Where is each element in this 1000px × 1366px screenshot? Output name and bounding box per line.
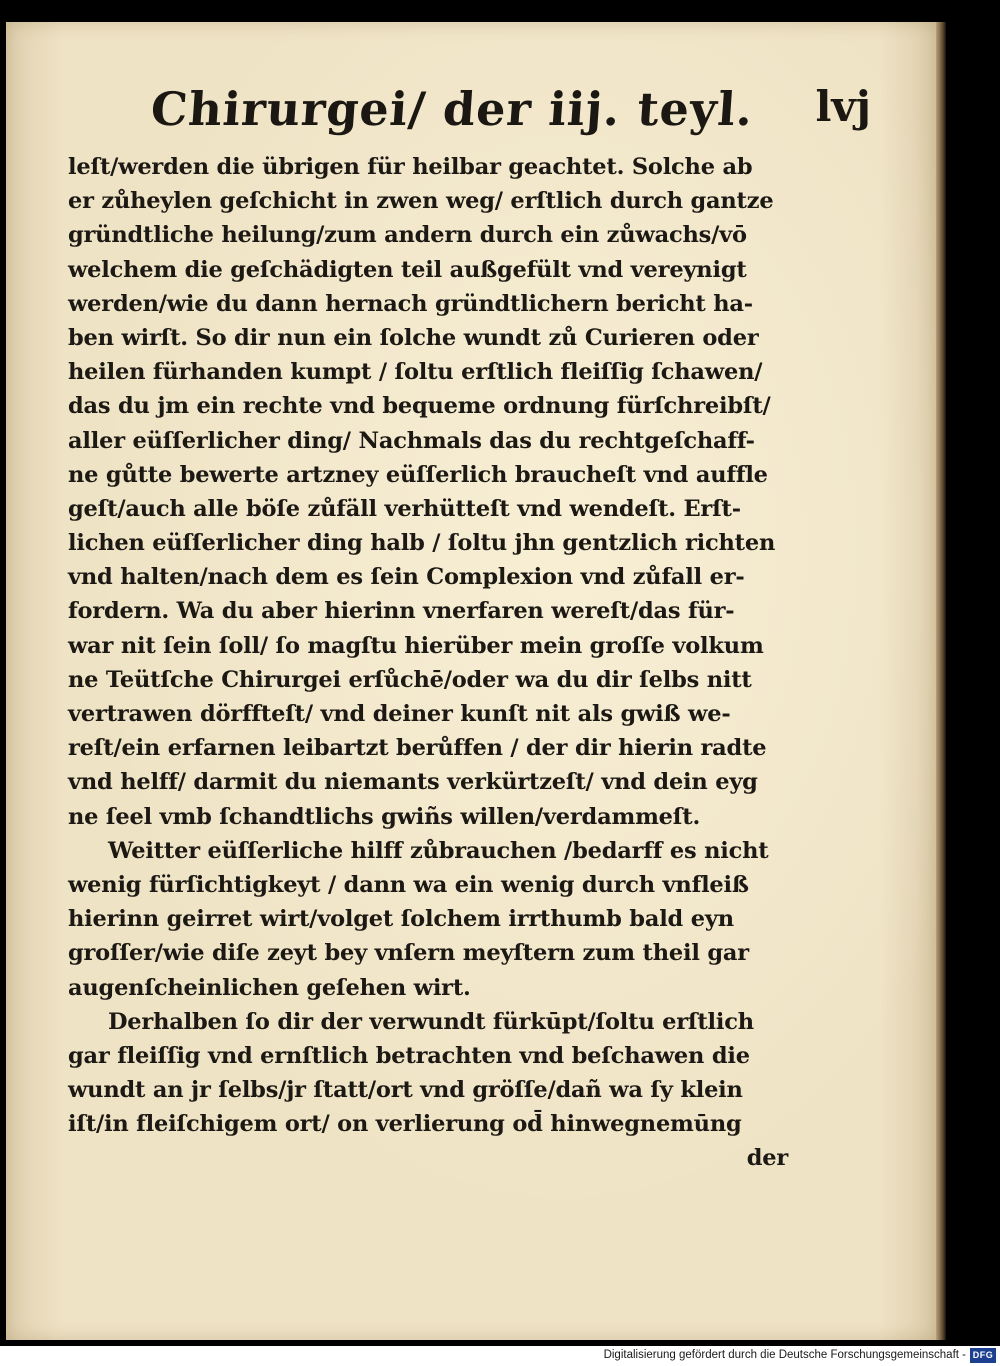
running-title: Chirurgei/ der iij. teyl. (149, 82, 756, 136)
text-line: welchem die geſchädigten teil außgefült vnd vereynigt (68, 256, 747, 283)
text-line: fordern. Wa du aber hierinn vnerfaren wereſt/das für- (68, 598, 735, 625)
dfg-logo-icon: DFG (970, 1348, 996, 1363)
text-line: iſt/in fleiſchigem ort/ on verlierung od̄ hinwegnemūng (68, 1111, 742, 1138)
paragraph-first-line: Weitter eüſſerliche hilff zůbrauchen /bedarff es nicht (108, 837, 769, 864)
text-line: heilen fürhanden kumpt / ſoltu erſtlich fleiſſig ſchawen/ (68, 359, 763, 386)
paragraph-first-line: Derhalben ſo dir der verwundt fürkūpt/ſoltu erſtlich (108, 1008, 754, 1035)
text-line: geſt/auch alle böſe zůfäll verhütteſt vnd wendeſt. Erſt- (68, 495, 741, 522)
text-line: werden/wie du dann hernach gründtlichern bericht ha- (68, 290, 753, 317)
folio-number: lvj (815, 82, 871, 131)
text-line: ne gůtte bewerte artzney eüſſerlich braucheſt vnd auffle (68, 461, 768, 488)
text-line: gründtliche heilung/zum andern durch ein zůwachs/vō (68, 222, 747, 249)
body-text (68, 150, 808, 1176)
running-head (151, 82, 871, 152)
text-line: vnd halten/nach dem es ſein Complexion vnd zůfall er- (68, 564, 745, 591)
text-line: vertrawen dörffteſt/ vnd deiner kunſt nit als gwiß we- (68, 701, 731, 727)
text-line: war nit ſein ſoll/ ſo magſtu hierüber mein groſſe volkum (68, 632, 764, 659)
funding-credit: Digitalisierung gefördert durch die Deutsche Forschungsgemeinschaft - (603, 1349, 966, 1361)
text-line: ben wirſt. So dir nun ein ſolche wundt zů Curieren oder (68, 324, 759, 351)
text-line: aller eüſſerlicher ding/ Nachmals das du rechtgeſchaff- (68, 427, 755, 454)
footer-bar (0, 1346, 1000, 1366)
text-line: wundt an jr ſelbs/jr ſtatt/ort vnd gröſſe/dañ wa ſy klein (68, 1077, 743, 1104)
text-line: ne ſeel vmb ſchandtlichs gwiñs willen/verdammeſt. (68, 803, 701, 830)
text-line: groſſer/wie diſe zeyt bey vnſern meyſtern zum theil gar (68, 940, 749, 967)
text-line: ne Teütſche Chirurgei erſůchē/oder wa du dir ſelbs nitt (68, 666, 752, 693)
text-line: leſt/werden die übrigen für heilbar geachtet. Solche ab (68, 154, 753, 180)
text-line: vnd helff/ darmit du niemants verkürtzeſt/ vnd dein eyg (68, 769, 758, 796)
text-line: lichen eüſſerlicher ding halb / ſoltu jhn gentzlich richten (68, 530, 776, 557)
text-line: das du jm ein rechte vnd bequeme ordnung fürſchreibſt/ (68, 393, 771, 420)
text-line: reſt/ein erfarnen leibartzt berůffen / der dir hierin radte (68, 735, 767, 762)
text-line: er zůheylen geſchicht in zwen weg/ erſtlich durch gantze (68, 188, 774, 215)
book-page (6, 22, 936, 1340)
text-line: hierinn geirret wirt/volget ſolchem irrthumb bald eyn (68, 906, 734, 933)
text-line: augenſcheinlichen geſehen wirt. (68, 974, 471, 1001)
catchword: der (746, 1145, 788, 1172)
page-edge (936, 22, 946, 1340)
text-line: wenig fürſichtigkeyt / dann wa ein wenig durch vnfleiß (68, 871, 749, 898)
text-line: gar fleiſſig vnd ernſtlich betrachten vnd beſchawen die (68, 1042, 750, 1069)
